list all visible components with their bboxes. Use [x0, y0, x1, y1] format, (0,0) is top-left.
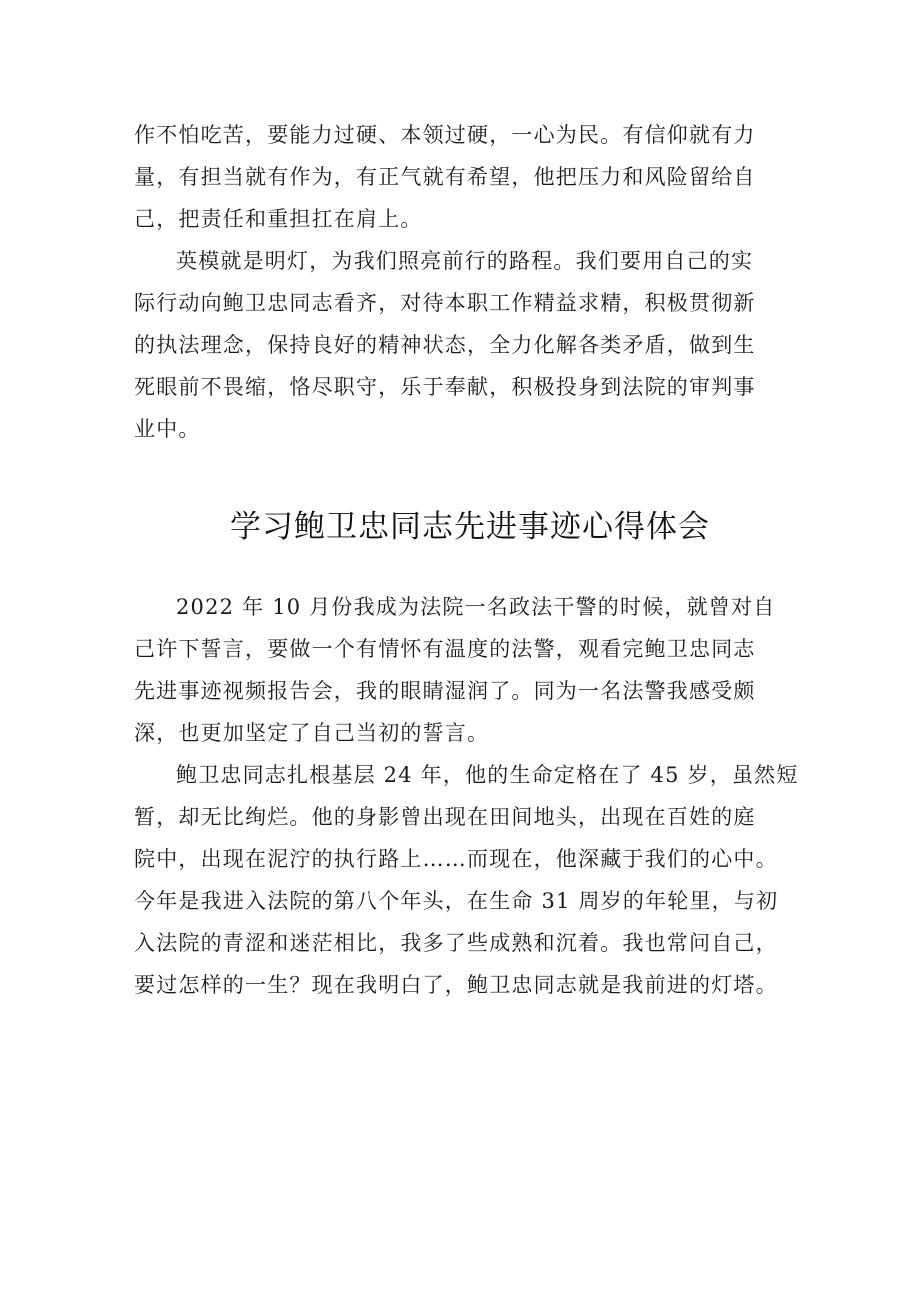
document-body — [134, 114, 806, 1006]
text-line: 己许下誓言，要做一个有情怀有温度的法警，观看完鲍卫忠同志 — [134, 637, 756, 661]
text-line: 入法院的青涩和迷茫相比，我多了些成熟和沉着。我也常问自己， — [134, 931, 778, 955]
text-line: 量，有担当就有作为，有正气就有希望，他把压力和风险留给自 — [134, 165, 756, 189]
text-line: 鲍卫忠同志扎根基层 24 年，他的生命定格在了 45 岁，虽然短 — [176, 763, 799, 787]
text-line: 死眼前不畏缩，恪尽职守，乐于奉献，积极投身到法院的审判事 — [134, 375, 756, 399]
paragraph-2 — [134, 240, 806, 450]
article-title: 学习鲍卫忠同志先进事迹心得体会 — [230, 509, 710, 545]
text-line: 深，也更加坚定了自己当初的誓言。 — [134, 721, 490, 745]
paragraph-4 — [134, 754, 806, 1006]
text-line: 的执法理念，保持良好的精神状态，全力化解各类矛盾，做到生 — [134, 333, 756, 357]
text-line: 2022 年 10 月份我成为法院一名政法干警的时候，就曾对自 — [176, 595, 776, 619]
text-line: 己，把责任和重担扛在肩上。 — [134, 207, 423, 231]
text-line: 院中，出现在泥泞的执行路上……而现在，他深藏于我们的心中。 — [134, 847, 778, 871]
text-line: 要过怎样的一生？现在我明白了，鲍卫忠同志就是我前进的灯塔。 — [134, 973, 778, 997]
text-line: 先进事迹视频报告会，我的眼睛湿润了。同为一名法警我感受颇 — [134, 679, 756, 703]
text-line: 业中。 — [134, 417, 201, 441]
text-line: 今年是我进入法院的第八个年头，在生命 31 周岁的年轮里，与初 — [134, 889, 779, 913]
paragraph-3 — [134, 586, 806, 754]
text-line: 暂，却无比绚烂。他的身影曾出现在田间地头，出现在百姓的庭 — [134, 805, 756, 829]
text-line: 际行动向鲍卫忠同志看齐，对待本职工作精益求精，积极贯彻新 — [134, 291, 756, 315]
paragraph-1 — [134, 114, 806, 240]
text-line: 作不怕吃苦，要能力过硬、本领过硬，一心为民。有信仰就有力 — [134, 123, 756, 147]
text-line: 英模就是明灯，为我们照亮前行的路程。我们要用自己的实 — [176, 249, 754, 273]
